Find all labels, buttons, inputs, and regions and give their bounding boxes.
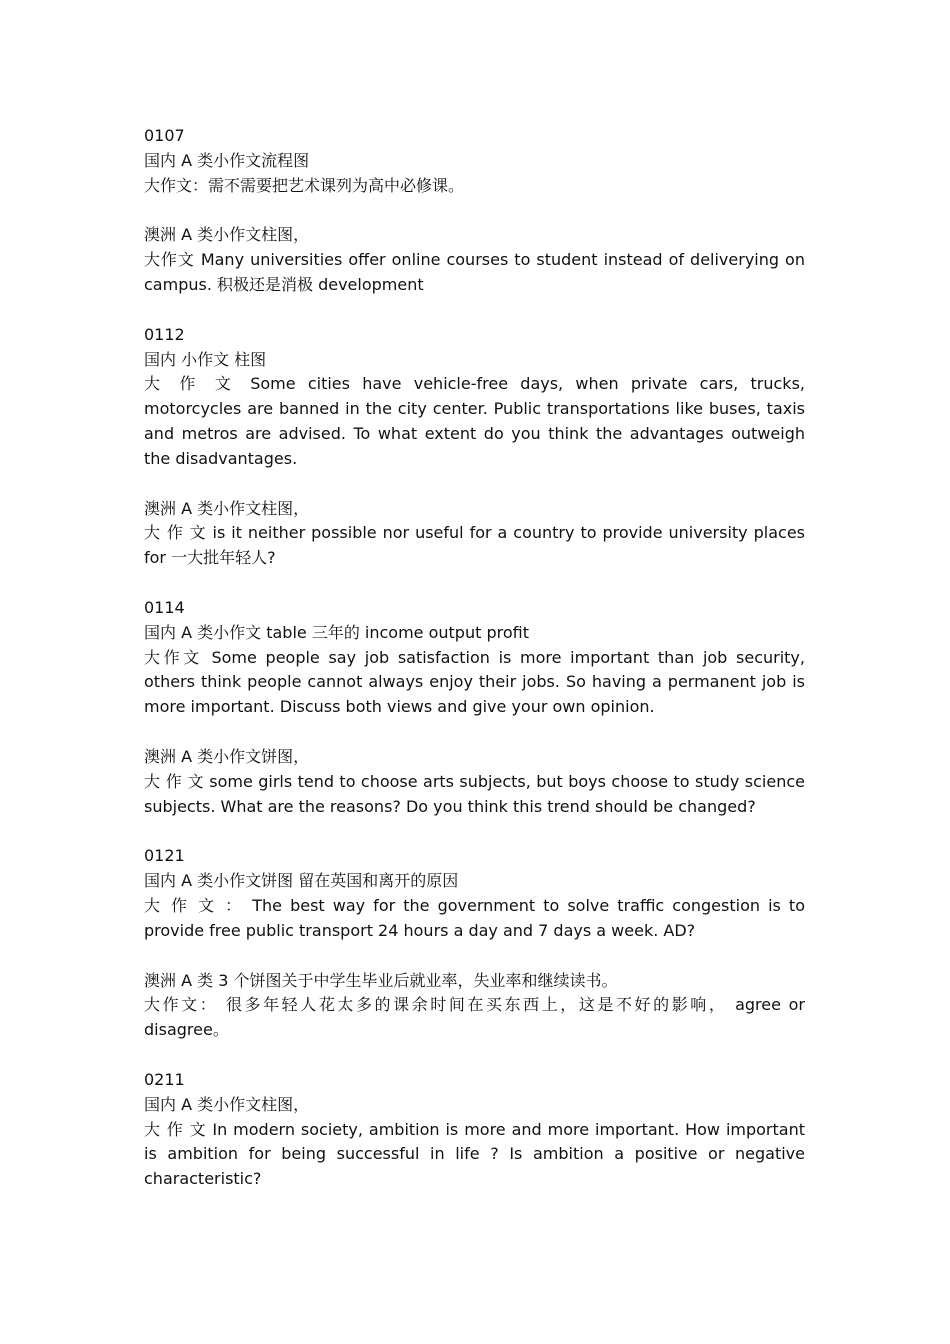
task1-description: 国内 A 类小作文柱图， xyxy=(144,1094,310,1114)
entry-0121 xyxy=(144,844,811,943)
entry-date: 0114 xyxy=(144,597,185,617)
task2-description: 大 作 文 Some cities have vehicle-free days, when private cars, trucks, motorcycles are banned in the city center. Public transportations like buses, taxis and metros are advised. To what extent do you think the advantages outweigh the disadvantages. xyxy=(144,374,811,468)
entry-date: 0112 xyxy=(144,324,185,344)
entry-date: 0211 xyxy=(144,1069,185,1089)
task2-description: 大作文 Many universities offer online courses to student instead of deliverying on campus. 积极还是消极 development xyxy=(144,250,811,294)
task2-description: 大作文：需不需要把艺术课列为高中必修课。 xyxy=(144,175,465,195)
task1-description: 国内 小作文 柱图 xyxy=(144,349,267,369)
entry-0121-australia xyxy=(144,969,811,1043)
task1-description: 国内 A 类小作文饼图 留在英国和离开的原因 xyxy=(144,871,459,891)
entry-0107-australia xyxy=(144,223,811,297)
task1-description: 国内 A 类小作文流程图 xyxy=(144,150,310,170)
task1-description: 国内 A 类小作文 table 三年的 income output profit xyxy=(144,622,529,642)
entry-date: 0107 xyxy=(144,126,185,145)
entry-0114 xyxy=(144,596,811,720)
task2-description: 大 作 文 ： The best way for the government to solve traffic congestion is to provide free public transport 24 hours a day and 7 days a week. AD? xyxy=(144,895,811,940)
entry-0211 xyxy=(144,1068,811,1192)
task2-description: 大作文 Some people say job satisfaction is more important than job security, others think people cannot always enjoy their jobs. So having a permanent job is more important. Discuss both views and give your own opinion. xyxy=(144,647,811,717)
entry-0112-australia xyxy=(144,497,811,571)
task2-description: 大 作 文 In modern society, ambition is more and more important. How important is ambition for being successful in life ? Is ambition a positive or negative characteristic? xyxy=(144,1119,811,1189)
task1-description: 澳洲 A 类小作文柱图， xyxy=(144,225,310,245)
task2-description: 大 作 文 some girls tend to choose arts subjects, but boys choose to study science subjects. What are the reasons? Do you think this trend should be changed? xyxy=(144,771,811,816)
entry-0107 xyxy=(144,124,805,198)
entry-0114-australia xyxy=(144,745,811,819)
task2-description: 大作文： 很多年轻人花太多的课余时间在买东西上，这是不好的影响， agree or disagree。 xyxy=(144,995,811,1040)
entry-0112 xyxy=(144,323,811,472)
task1-description: 澳洲 A 类 3 个饼图关于中学生毕业后就业率，失业率和继续读书。 xyxy=(144,970,618,990)
task1-description: 澳洲 A 类小作文饼图， xyxy=(144,746,310,766)
entry-date: 0121 xyxy=(144,846,185,866)
task2-description: 大 作 文 is it neither possible nor useful for a country to provide university places for 一大批年轻人? xyxy=(144,523,811,568)
task1-description: 澳洲 A 类小作文柱图， xyxy=(144,498,310,518)
document-page xyxy=(144,124,811,1192)
